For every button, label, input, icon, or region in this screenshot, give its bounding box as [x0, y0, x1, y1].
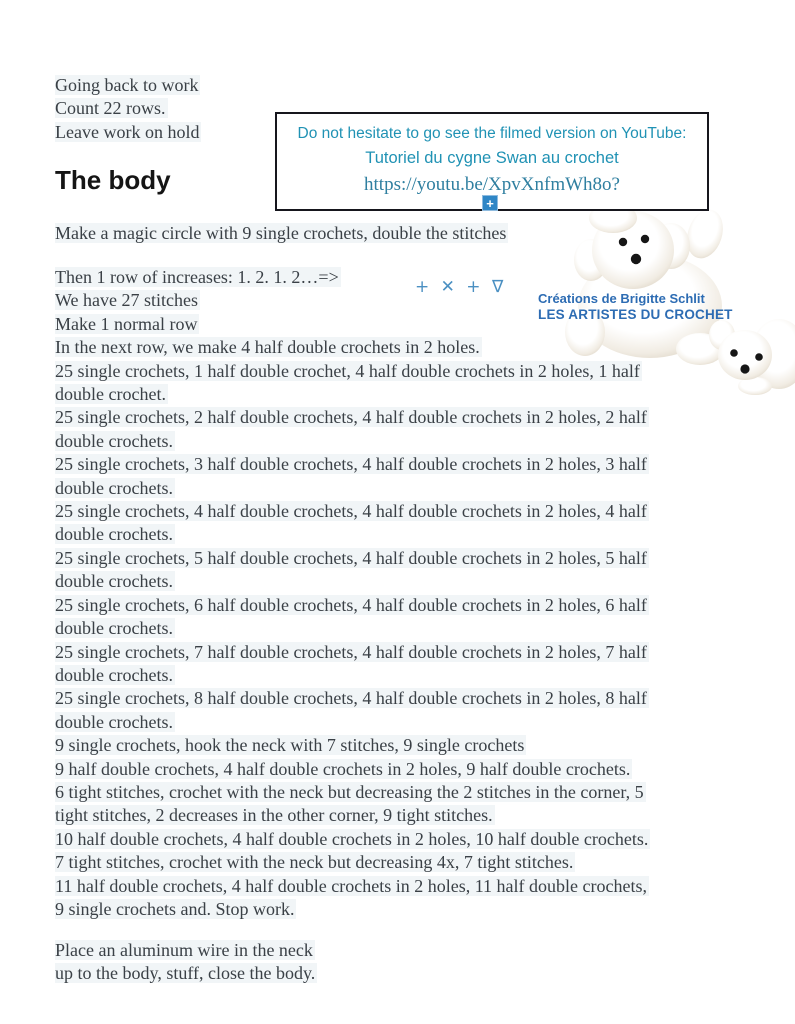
instruction-line: 25 single crochets, 6 half double crochets, 4 half double crochets in 2 holes, 6 half — [55, 594, 647, 615]
instruction-line: 7 tight stitches, crochet with the neck but decreasing 4x, 7 tight stitches. — [55, 852, 574, 873]
instruction-line: 6 tight stitches, crochet with the neck but decreasing the 2 stitches in the corner, 5 — [55, 781, 644, 802]
closing-line: up to the body, stuff, close the body. — [55, 963, 316, 984]
puppy-left-eye — [730, 349, 738, 357]
youtube-link[interactable]: https://youtu.be/XpvXnfmWh8o? — [364, 174, 620, 195]
big-dog-left-eye — [619, 238, 627, 246]
instruction-line: 25 single crochets, 8 half double crochets, 4 half double crochets in 2 holes, 8 half — [55, 688, 647, 709]
youtube-callout-line1: Do not hesitate to go see the filmed version on YouTube: — [297, 125, 687, 142]
instruction-line: double crochet. — [55, 384, 166, 405]
closing-line: Place an aluminum wire in the neck — [55, 940, 313, 960]
instruction-line: 10 half double crochets, 4 half double crochets in 2 holes, 10 half double crochets. — [55, 828, 649, 849]
big-dog-right-eye — [641, 235, 649, 243]
instruction-line: double crochets. — [55, 477, 173, 498]
instruction-line: 9 single crochets and. Stop work. — [55, 898, 295, 919]
puppy-nose — [740, 364, 749, 373]
intro-paragraph — [55, 222, 508, 245]
intro-line: Count 22 rows. — [55, 98, 166, 119]
intro-lines — [55, 74, 201, 144]
instruction-line: double crochets. — [55, 711, 173, 732]
instruction-line: 11 half double crochets, 4 half double crochets in 2 holes, 11 half double crochets, — [55, 875, 647, 896]
instruction-line: In the next row, we make 4 half double crochets in 2 holes. — [55, 337, 480, 358]
big-dog-nose — [631, 254, 641, 264]
instruction-line: 25 single crochets, 3 half double crochets, 4 half double crochets in 2 holes, 3 half — [55, 454, 647, 475]
intro-paragraph-text: Make a magic circle with 9 single crochets, double the stitches — [55, 223, 507, 243]
brand-credit-line1: Créations de Brigitte Schlit — [538, 291, 705, 306]
intro-line: Going back to work — [55, 75, 199, 95]
instruction-line: double crochets. — [55, 618, 173, 639]
closing-lines — [55, 939, 317, 986]
instruction-line: tight stitches, 2 decreases in the other corner, 9 tight stitches. — [55, 805, 493, 826]
intro-line: Leave work on hold — [55, 121, 200, 142]
youtube-callout-line2: Tutoriel du cygne Swan au crochet — [365, 149, 619, 167]
instruction-line: 25 single crochets, 1 half double crochet, 4 half double crochets in 2 holes, 1 half — [55, 360, 640, 381]
instruction-line: Then 1 row of increases: 1. 2. 1. 2…=> — [55, 267, 339, 287]
instruction-line: 25 single crochets, 4 half double crochets, 4 half double crochets in 2 holes, 4 half — [55, 501, 647, 522]
section-heading: The body — [55, 165, 171, 195]
instruction-line: double crochets. — [55, 571, 173, 592]
instruction-line: 9 half double crochets, 4 half double crochets in 2 holes, 9 half double crochets. — [55, 758, 631, 779]
puppy-dog — [709, 319, 795, 395]
instruction-line: 9 single crochets, hook the neck with 7 stitches, 9 single crochets — [55, 735, 525, 756]
instruction-line: Make 1 normal row — [55, 313, 198, 334]
instruction-line: 25 single crochets, 7 half double crochets, 4 half double crochets in 2 holes, 7 half — [55, 641, 647, 662]
instruction-line: 25 single crochets, 5 half double crochets, 4 half double crochets in 2 holes, 5 half — [55, 547, 647, 568]
instruction-line: 25 single crochets, 2 half double crochets, 4 half double crochets in 2 holes, 2 half — [55, 407, 647, 428]
instruction-line: double crochets. — [55, 524, 173, 545]
puppy-right-eye — [755, 353, 763, 361]
instruction-line: double crochets. — [55, 664, 173, 685]
plus-icon[interactable]: + — [482, 195, 498, 211]
instruction-line: We have 27 stitches — [55, 290, 199, 311]
brand-credit — [538, 291, 733, 323]
instruction-lines — [55, 266, 650, 921]
crochet-stitch-symbols: + ✕ + ∇ — [415, 277, 507, 297]
brand-credit-line2: LES ARTISTES DU CROCHET — [538, 307, 733, 322]
instruction-line: double crochets. — [55, 430, 173, 451]
